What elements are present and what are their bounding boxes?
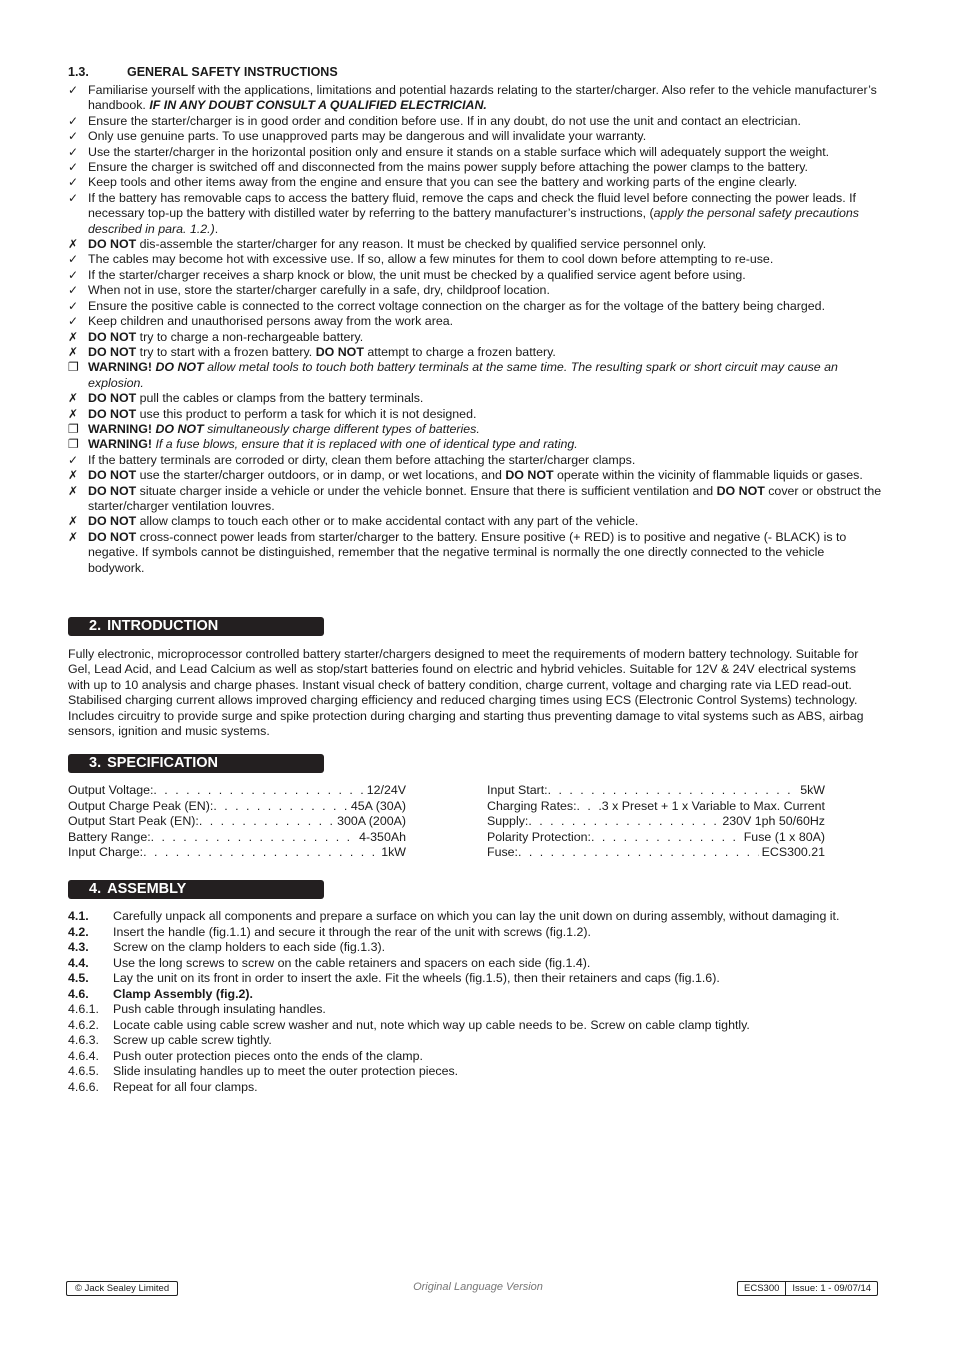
spec-row [68, 814, 406, 830]
assembly-step-number: 4.6. [68, 986, 89, 1001]
spec-leader-dots [548, 783, 798, 799]
check-icon: ✓ [68, 190, 79, 205]
spec-value: 1kW [381, 845, 406, 860]
assembly-step [68, 1064, 888, 1080]
check-icon: ✓ [68, 298, 79, 313]
safety-item-text: DO NOT [88, 406, 137, 421]
assembly-number: 4. [89, 881, 102, 897]
safety-item-text: Familiarise yourself with the applications, limitations and potential hazards relating to the starter/charger. Also refer to the vehicle manufacturer’s handbook. [88, 83, 877, 113]
check-icon: ✓ [68, 452, 79, 467]
spec-label: Polarity Protection: [487, 829, 591, 844]
spec-value: 45A (30A) [350, 798, 406, 813]
safety-item-text: If the battery has removable caps to access the battery fluid, remove the caps and check the fluid level before connecting the power leads. If necessary top-up the battery with distilled water by referring to the battery manufacturer’s instructions, ( [88, 190, 856, 221]
safety-item-text: dis-assemble the starter/charger for any reason. It must be checked by qualified service personnel only. [136, 237, 707, 252]
assembly-step-text: Screw up cable screw tightly. [113, 1033, 272, 1047]
spec-row [68, 845, 406, 861]
check-icon: ✓ [68, 267, 79, 282]
safety-item [68, 330, 883, 345]
safety-item-text: attempt to charge a frozen battery. [363, 344, 556, 359]
cross-icon: ✗ [68, 468, 79, 483]
spec-row [487, 830, 825, 846]
spec-label: Fuse: [487, 845, 518, 860]
safety-item-text: try to start with a frozen battery. [136, 344, 316, 359]
cross-icon: ✗ [68, 406, 79, 421]
safety-item-text: operate within the vicinity of flammable liquids or gases. [553, 468, 863, 483]
cross-icon: ✗ [68, 514, 79, 529]
check-icon: ✓ [68, 252, 79, 267]
check-icon: ✓ [68, 283, 79, 298]
cross-icon: ✗ [68, 529, 79, 544]
safety-item [68, 437, 883, 452]
spec-leader-dots [528, 814, 719, 830]
safety-item [68, 83, 883, 114]
safety-item-text: WARNING! [88, 437, 156, 452]
safety-item-text: If the starter/charger receives a sharp knock or blow, the unit must be checked by a qualified service agent before using. [88, 267, 746, 282]
cross-icon: ✗ [68, 391, 79, 406]
assembly-title: ASSEMBLY [107, 881, 187, 897]
spec-value: ECS300.21 [761, 845, 825, 860]
assembly-step-text: Carefully unpack all components and prepare a surface on which you can lay the unit down on during assembly, without damaging it. [113, 909, 840, 923]
spec-row [68, 799, 406, 815]
spec-leader-dots [199, 814, 334, 830]
assembly-steps-list [68, 909, 888, 1095]
warning-box-icon: ❐ [68, 437, 79, 452]
spec-label: Output Voltage: [68, 783, 154, 797]
assembly-step [68, 925, 888, 941]
safety-heading [68, 65, 338, 79]
safety-item [68, 407, 883, 422]
introduction-number: 2. [89, 618, 102, 634]
spec-row [68, 830, 406, 846]
warning-box-icon: ❐ [68, 421, 79, 436]
cross-icon: ✗ [68, 344, 79, 359]
safety-item-text: DO NOT [88, 514, 137, 529]
assembly-step [68, 940, 888, 956]
assembly-step-text: Lay the unit on its front in order to insert the axle. Fit the wheels (fig.1.5), then their retainers and caps (fig.1.6). [113, 971, 720, 985]
safety-item [68, 252, 883, 267]
cross-icon: ✗ [68, 237, 79, 252]
safety-item [68, 175, 883, 190]
introduction-text: Fully electronic, microprocessor controlled battery starter/chargers designed to meet the requirements of modern battery technology. Suitable for Gel, Lead Acid, and Lead Calcium as well as stop/start batteries found on electric and hybrid vehicles. Suitable for 12V & 24V electrical systems with up to 10 analysis and charge phases. Instant visual check of battery condition, charge current, voltage and charging rate via LED read-out. Stabilised charging current allows improved charging efficiency and reduced charging times using ECS (Electronic Control Systems) technology. Includes circuitry to provide surge and spike protection during charging and starting thus preventing damage to vital systems such as ABS, airbag sensors, ignition and music systems. [68, 647, 864, 739]
safety-item-text: use the starter/charger outdoors, or in damp, or wet locations, and [136, 468, 506, 483]
safety-item-text: use this product to perform a task for which it is not designed. [136, 406, 477, 421]
check-icon: ✓ [68, 83, 79, 97]
safety-item-text: WARNING! [88, 360, 156, 375]
safety-item [68, 530, 883, 576]
assembly-step-text: Use the long screws to screw on the cable retainers and spacers on each side (fig.1.4). [113, 955, 591, 970]
spec-value: 300A (200A) [337, 814, 406, 829]
introduction-section-header [68, 617, 324, 636]
safety-item [68, 145, 883, 160]
safety-item-text: DO NOT [155, 421, 204, 436]
check-icon: ✓ [68, 113, 79, 128]
assembly-step-number: 4.3. [68, 940, 89, 954]
spec-label: Output Start Peak (EN): [68, 814, 199, 829]
assembly-step [68, 1049, 888, 1065]
assembly-step-text: Slide insulating handles up to meet the outer protection pieces. [113, 1064, 459, 1078]
safety-item-text: Keep tools and other items away from the engine and ensure that you can see the battery and working parts of the engine clearly. [88, 175, 798, 190]
spec-value: 12/24V [366, 783, 406, 797]
safety-item [68, 514, 883, 529]
safety-item-text: DO NOT [716, 483, 765, 498]
spec-leader-dots [143, 845, 378, 861]
safety-item-text: DO NOT [505, 468, 554, 483]
safety-item-text: DO NOT [88, 344, 137, 359]
assembly-step-number: 4.4. [68, 955, 89, 970]
spec-value: 5kW [800, 783, 825, 797]
footer-model: ECS300 [744, 1283, 780, 1294]
spec-value: 4-350Ah [359, 829, 406, 844]
safety-item-text: Ensure the positive cable is connected to the correct voltage connection on the charger as for the voltage of the battery being charged. [88, 298, 826, 313]
specification-title: SPECIFICATION [107, 755, 218, 771]
footer-language-note: Original Language Version [413, 1281, 543, 1293]
safety-item [68, 360, 883, 391]
safety-item-text: Ensure the starter/charger is in good order and condition before use. If in any doubt, do not use the unit and contact an electrician. [88, 113, 801, 128]
safety-item-text: . [214, 221, 219, 236]
assembly-step [68, 1018, 888, 1034]
spec-value: .3 x Preset + 1 x Variable to Max. Current [598, 798, 825, 813]
safety-item-text: pull the cables or clamps from the battery terminals. [136, 391, 424, 406]
safety-item-text: Keep children and unauthorised persons away from the work area. [88, 314, 454, 329]
footer-copyright [66, 1281, 178, 1296]
assembly-step-number: 4.6.4. [68, 1048, 100, 1063]
safety-heading-number: 1.3. [68, 65, 89, 79]
safety-item [68, 160, 883, 175]
safety-item-text: WARNING! [88, 421, 156, 436]
footer-issue: Issue: 1 - 09/07/14 [785, 1282, 877, 1295]
assembly-step [68, 956, 888, 972]
check-icon: ✓ [68, 314, 79, 329]
spec-label: Charging Rates: [487, 798, 577, 813]
safety-item-text: DO NOT [88, 391, 137, 406]
safety-item-text: Only use genuine parts. To use unapproved parts may be dangerous and will invalidate your warranty. [88, 129, 647, 144]
spec-label: Supply: [487, 814, 529, 829]
assembly-section-header [68, 880, 324, 899]
assembly-step [68, 987, 888, 1003]
safety-item [68, 268, 883, 283]
safety-item-text: If the battery terminals are corroded or dirty, clean them before attaching the starter/charger clamps. [88, 452, 636, 467]
assembly-step-number: 4.5. [68, 971, 89, 985]
assembly-step-number: 4.2. [68, 924, 89, 939]
safety-item [68, 453, 883, 468]
assembly-step [68, 971, 888, 987]
safety-item-text: DO NOT [155, 360, 204, 375]
footer-model-issue [737, 1281, 878, 1296]
safety-item [68, 391, 883, 406]
spec-label: Output Charge Peak (EN): [68, 798, 214, 813]
safety-item-text: simultaneously charge different types of batteries. [203, 421, 480, 436]
assembly-step-number: 4.6.5. [68, 1064, 100, 1078]
safety-instructions-list [68, 83, 883, 576]
check-icon: ✓ [68, 129, 79, 144]
specification-left-column [68, 783, 406, 861]
check-icon: ✓ [68, 175, 79, 190]
specification-section-header [68, 754, 324, 773]
assembly-step-number: 4.6.6. [68, 1079, 100, 1094]
safety-item-text: situate charger inside a vehicle or under the vehicle bonnet. Ensure that there is sufficient ventilation and [136, 483, 717, 498]
spec-value: Fuse (1 x 80A) [743, 829, 825, 844]
safety-item [68, 237, 883, 252]
safety-item-text: DO NOT [88, 468, 137, 483]
assembly-step-text: Push outer protection pieces onto the ends of the clamp. [113, 1048, 423, 1063]
assembly-step-text: Locate cable using cable screw washer and nut, note which way up cable needs to be. Screw on cable clamp tightly. [113, 1017, 750, 1032]
assembly-step [68, 1080, 888, 1096]
safety-item-text: IF IN ANY DOUBT CONSULT A QUALIFIED ELECTRICIAN. [149, 98, 487, 113]
safety-item-text: DO NOT [88, 329, 137, 344]
assembly-step-number: 4.6.3. [68, 1033, 100, 1047]
assembly-step-number: 4.1. [68, 909, 89, 923]
spec-leader-dots [518, 845, 759, 861]
safety-item-text: DO NOT [88, 483, 137, 498]
safety-item-text: try to charge a non-rechargeable battery. [136, 329, 364, 344]
safety-item [68, 114, 883, 129]
spec-row [487, 845, 825, 861]
safety-item-text: DO NOT [88, 529, 137, 544]
check-icon: ✓ [68, 160, 79, 175]
safety-item-text: When not in use, store the starter/charger carefully in a safe, dry, childproof location. [88, 283, 550, 298]
safety-item-text: allow clamps to touch each other or to make accidental contact with any part of the vehicle. [136, 514, 639, 529]
safety-item-text: cross-connect power leads from starter/charger to the battery. Ensure positive (+ RED) is to positive and negative (- BLACK) is to negative. If symbols cannot be distinguished, remember that the negative terminal is normally the one directly connected to the vehicle bodywork. [88, 529, 847, 575]
specification-right-column [487, 783, 825, 861]
assembly-step-number: 4.6.1. [68, 1002, 100, 1016]
assembly-step-text: Repeat for all four clamps. [113, 1079, 258, 1094]
check-icon: ✓ [68, 144, 79, 159]
safety-item-text: allow metal tools to touch both battery terminals at the same time. The resulting spark or short circuit may cause an explosion. [88, 360, 838, 390]
safety-item [68, 345, 883, 360]
spec-leader-dots [577, 799, 596, 815]
safety-item-text: The cables may become hot with excessive use. If so, allow a few minutes for them to cool down before attempting to re-use. [88, 252, 774, 267]
spec-row [487, 783, 825, 799]
specification-number: 3. [89, 755, 102, 771]
safety-item-text: DO NOT [315, 344, 364, 359]
assembly-step-text: Screw on the clamp holders to each side (fig.1.3). [113, 940, 386, 954]
safety-heading-title: GENERAL SAFETY INSTRUCTIONS [127, 65, 338, 79]
assembly-step [68, 1033, 888, 1049]
assembly-step [68, 909, 888, 925]
safety-item [68, 283, 883, 298]
safety-item [68, 129, 883, 144]
introduction-title: INTRODUCTION [107, 618, 219, 634]
safety-item-text: Use the starter/charger in the horizontal position only and ensure it stands on a stable surface which will adequately support the weight. [88, 144, 830, 159]
warning-box-icon: ❐ [68, 360, 79, 375]
safety-item [68, 314, 883, 329]
assembly-step-number: 4.6.2. [68, 1017, 100, 1032]
spec-leader-dots [591, 830, 741, 846]
spec-row [68, 783, 406, 799]
spec-label: Battery Range: [68, 829, 151, 844]
assembly-step-text: Clamp Assembly (fig.2). [113, 986, 253, 1001]
safety-item-text: DO NOT [88, 237, 137, 252]
spec-label: Input Charge: [68, 845, 144, 860]
spec-leader-dots [213, 799, 348, 815]
spec-leader-dots [153, 783, 363, 799]
cross-icon: ✗ [68, 483, 79, 498]
footer-copyright-text: © Jack Sealey Limited [75, 1283, 170, 1294]
safety-item-text: cover or obstruct the starter/charger ventilation louvres. [88, 483, 882, 513]
safety-item-text: apply the personal safety precautions described in para. 1.2.) [88, 206, 859, 236]
safety-item-text: If a fuse blows, ensure that it is replaced with one of identical type and rating. [155, 437, 578, 452]
spec-leader-dots [151, 830, 356, 846]
cross-icon: ✗ [68, 329, 79, 344]
assembly-step [68, 1002, 888, 1018]
spec-row [487, 814, 825, 830]
spec-row [487, 799, 825, 815]
safety-item [68, 191, 883, 237]
safety-item [68, 299, 883, 314]
assembly-step-text: Insert the handle (fig.1.1) and secure it through the rear of the unit with screws (fig.1.2). [113, 924, 591, 939]
safety-item [68, 484, 883, 515]
spec-label: Input Start: [487, 783, 548, 797]
safety-item-text: Ensure the charger is switched off and disconnected from the mains power supply before attaching the power clamps to the battery. [88, 160, 808, 175]
safety-item [68, 422, 883, 437]
safety-item [68, 468, 883, 483]
assembly-step-text: Push cable through insulating handles. [113, 1002, 326, 1016]
spec-value: 230V 1ph 50/60Hz [722, 814, 825, 829]
